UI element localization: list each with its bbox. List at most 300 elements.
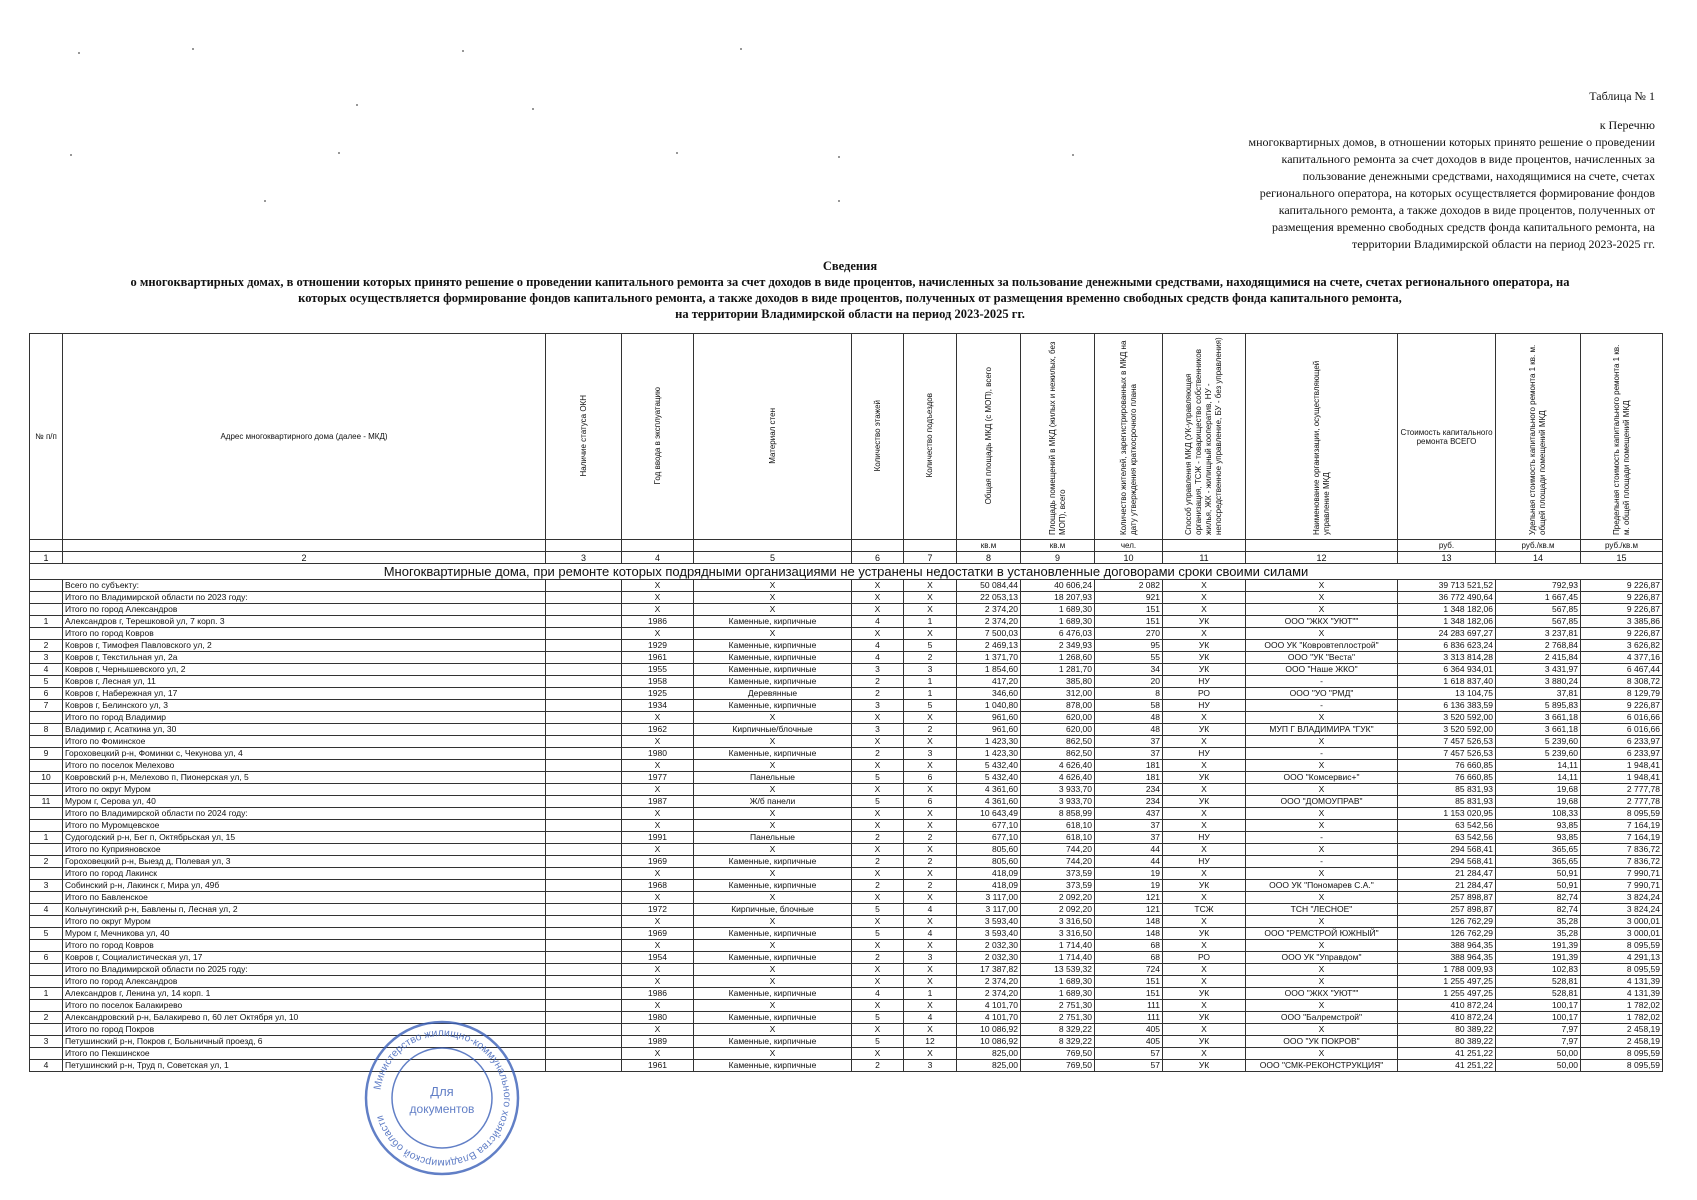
- total-area-cell: 4 101,70: [957, 1000, 1021, 1012]
- row-number: [30, 1024, 63, 1036]
- management-org-cell: ООО "ЖКХ "УЮТ"": [1246, 988, 1398, 1000]
- residents-cell: 121: [1095, 904, 1163, 916]
- floors-cell: X: [852, 1000, 904, 1012]
- year-cell: X: [622, 844, 694, 856]
- address-cell: Всего по субъекту:: [63, 580, 546, 592]
- entrances-cell: 5: [904, 700, 957, 712]
- premises-area-cell: 8 329,22: [1021, 1036, 1095, 1048]
- total-cost-cell: 41 251,22: [1398, 1048, 1496, 1060]
- unit-cost-cell: 35,28: [1496, 928, 1581, 940]
- header-row: [30, 334, 1663, 540]
- total-area-cell: 3 593,40: [957, 916, 1021, 928]
- unit-cell: [63, 540, 546, 552]
- entrances-cell: X: [904, 808, 957, 820]
- row-number: 4: [30, 904, 63, 916]
- year-cell: X: [622, 916, 694, 928]
- total-cost-cell: 257 898,87: [1398, 904, 1496, 916]
- year-cell: 1954: [622, 952, 694, 964]
- column-number: 15: [1581, 552, 1663, 564]
- address-cell: Итого по Владимирской области по 2024 году:: [63, 808, 546, 820]
- total-area-cell: 2 374,20: [957, 604, 1021, 616]
- entrances-cell: 3: [904, 952, 957, 964]
- row-number: [30, 592, 63, 604]
- unit-cost-cell: 82,74: [1496, 892, 1581, 904]
- entrances-cell: X: [904, 844, 957, 856]
- header-cell: Удельная стоимость капитального ремонта 1 кв. м. общей площади помещений МКД: [1496, 334, 1581, 540]
- summary-row: [30, 940, 1663, 952]
- floors-cell: 5: [852, 772, 904, 784]
- wall-material-cell: X: [694, 1024, 852, 1036]
- limit-cost-cell: 7 164,19: [1581, 832, 1663, 844]
- premises-area-cell: 1 689,30: [1021, 604, 1095, 616]
- management-org-cell: ООО "Балремстрой": [1246, 1012, 1398, 1024]
- unit-cost-cell: 5 895,83: [1496, 700, 1581, 712]
- column-number: 14: [1496, 552, 1581, 564]
- total-area-cell: 1 854,60: [957, 664, 1021, 676]
- entrances-cell: X: [904, 592, 957, 604]
- table-row: [30, 700, 1663, 712]
- column-number: 13: [1398, 552, 1496, 564]
- row-number: 3: [30, 880, 63, 892]
- row-number: 4: [30, 1060, 63, 1072]
- total-area-cell: 7 500,03: [957, 628, 1021, 640]
- year-cell: X: [622, 760, 694, 772]
- title-line: на территории Владимирской области на период 2023-2025 гг.: [675, 307, 1025, 321]
- floors-cell: X: [852, 736, 904, 748]
- management-method-cell: X: [1163, 844, 1246, 856]
- limit-cost-cell: 9 226,87: [1581, 700, 1663, 712]
- year-cell: X: [622, 892, 694, 904]
- scan-speck: [1072, 154, 1074, 156]
- limit-cost-cell: 9 226,87: [1581, 580, 1663, 592]
- row-number: [30, 628, 63, 640]
- premises-area-cell: 4 626,40: [1021, 772, 1095, 784]
- row-number: 6: [30, 952, 63, 964]
- section-title: Многоквартирные дома, при ремонте которых подрядными организациями не устранены недостатки в установленные договорами сроки своими силами: [30, 564, 1663, 580]
- floors-cell: X: [852, 760, 904, 772]
- column-numbers-row: [30, 552, 1663, 564]
- wall-material-cell: Деревянные: [694, 688, 852, 700]
- premises-area-cell: 373,59: [1021, 880, 1095, 892]
- floors-cell: X: [852, 1048, 904, 1060]
- total-area-cell: 4 361,60: [957, 784, 1021, 796]
- wall-material-cell: X: [694, 1000, 852, 1012]
- entrances-cell: 1: [904, 676, 957, 688]
- management-method-cell: УК: [1163, 652, 1246, 664]
- management-org-cell: ООО "СМК-РЕКОНСТРУКЦИЯ": [1246, 1060, 1398, 1072]
- residents-cell: 48: [1095, 724, 1163, 736]
- total-cost-cell: 1 255 497,25: [1398, 988, 1496, 1000]
- premises-area-cell: 2 349,93: [1021, 640, 1095, 652]
- row-number: 1: [30, 616, 63, 628]
- address-cell: Итого по округ Муром: [63, 916, 546, 928]
- appendix-line: территории Владимирской области на период 2023-2025 гг.: [1351, 237, 1655, 251]
- wall-material-cell: X: [694, 820, 852, 832]
- wall-material-cell: X: [694, 1048, 852, 1060]
- address-cell: Муром г, Мечникова ул, 40: [63, 928, 546, 940]
- residents-cell: 234: [1095, 784, 1163, 796]
- okn-status-cell: [546, 580, 622, 592]
- year-cell: 1961: [622, 1060, 694, 1072]
- header-cell: Количество жителей, зарегистрированных в МКД на дату утверждения краткосрочного плана: [1095, 334, 1163, 540]
- total-cost-cell: 1 255 497,25: [1398, 976, 1496, 988]
- premises-area-cell: 862,50: [1021, 748, 1095, 760]
- okn-status-cell: [546, 1024, 622, 1036]
- total-area-cell: 3 117,00: [957, 892, 1021, 904]
- total-area-cell: 825,00: [957, 1060, 1021, 1072]
- table-row: [30, 1012, 1663, 1024]
- okn-status-cell: [546, 988, 622, 1000]
- unit-cost-cell: 2 768,84: [1496, 640, 1581, 652]
- entrances-cell: 6: [904, 772, 957, 784]
- limit-cost-cell: 3 000,01: [1581, 928, 1663, 940]
- wall-material-cell: Ж/б панели: [694, 796, 852, 808]
- year-cell: 1987: [622, 796, 694, 808]
- unit-cost-cell: 102,83: [1496, 964, 1581, 976]
- management-method-cell: X: [1163, 976, 1246, 988]
- column-number: 2: [63, 552, 546, 564]
- unit-cost-cell: 14,11: [1496, 760, 1581, 772]
- unit-cell: кв.м: [1021, 540, 1095, 552]
- appendix-header: [1155, 88, 1655, 253]
- management-org-cell: X: [1246, 1000, 1398, 1012]
- address-cell: Александров г, Терешковой ул, 7 корп. 3: [63, 616, 546, 628]
- row-number: [30, 712, 63, 724]
- total-cost-cell: 85 831,93: [1398, 796, 1496, 808]
- limit-cost-cell: 8 095,59: [1581, 1048, 1663, 1060]
- okn-status-cell: [546, 868, 622, 880]
- scan-speck: [192, 48, 194, 50]
- year-cell: 1980: [622, 748, 694, 760]
- management-method-cell: УК: [1163, 616, 1246, 628]
- floors-cell: 4: [852, 652, 904, 664]
- management-org-cell: X: [1246, 892, 1398, 904]
- management-method-cell: X: [1163, 736, 1246, 748]
- management-org-cell: -: [1246, 676, 1398, 688]
- floors-cell: 3: [852, 724, 904, 736]
- row-number: [30, 580, 63, 592]
- wall-material-cell: X: [694, 604, 852, 616]
- year-cell: X: [622, 736, 694, 748]
- premises-area-cell: 3 316,50: [1021, 916, 1095, 928]
- unit-cost-cell: 567,85: [1496, 604, 1581, 616]
- premises-area-cell: 4 626,40: [1021, 760, 1095, 772]
- management-org-cell: X: [1246, 976, 1398, 988]
- floors-cell: 2: [852, 676, 904, 688]
- year-cell: 1934: [622, 700, 694, 712]
- address-cell: Владимир г, Асаткина ул, 30: [63, 724, 546, 736]
- total-cost-cell: 410 872,24: [1398, 1012, 1496, 1024]
- premises-area-cell: 620,00: [1021, 712, 1095, 724]
- premises-area-cell: 3 933,70: [1021, 784, 1095, 796]
- floors-cell: X: [852, 892, 904, 904]
- year-cell: X: [622, 628, 694, 640]
- limit-cost-cell: 3 824,24: [1581, 892, 1663, 904]
- limit-cost-cell: 8 308,72: [1581, 676, 1663, 688]
- residents-cell: 34: [1095, 664, 1163, 676]
- management-method-cell: НУ: [1163, 856, 1246, 868]
- okn-status-cell: [546, 748, 622, 760]
- row-number: [30, 808, 63, 820]
- residents-cell: 148: [1095, 928, 1163, 940]
- okn-status-cell: [546, 856, 622, 868]
- entrances-cell: X: [904, 760, 957, 772]
- residents-cell: 724: [1095, 964, 1163, 976]
- limit-cost-cell: 7 990,71: [1581, 868, 1663, 880]
- unit-cost-cell: 37,81: [1496, 688, 1581, 700]
- address-cell: Александровский р-н, Балакирево п, 60 лет Октября ул, 10: [63, 1012, 546, 1024]
- year-cell: 1955: [622, 664, 694, 676]
- scan-speck: [338, 152, 340, 154]
- management-method-cell: УК: [1163, 988, 1246, 1000]
- okn-status-cell: [546, 772, 622, 784]
- management-org-cell: X: [1246, 580, 1398, 592]
- premises-area-cell: 3 316,50: [1021, 928, 1095, 940]
- premises-area-cell: 878,00: [1021, 700, 1095, 712]
- okn-status-cell: [546, 1012, 622, 1024]
- limit-cost-cell: 3 385,86: [1581, 616, 1663, 628]
- scan-speck: [78, 52, 80, 54]
- year-cell: X: [622, 580, 694, 592]
- limit-cost-cell: 3 626,82: [1581, 640, 1663, 652]
- premises-area-cell: 769,50: [1021, 1048, 1095, 1060]
- floors-cell: X: [852, 964, 904, 976]
- address-cell: Итого по поселок Балакирево: [63, 1000, 546, 1012]
- summary-row: [30, 868, 1663, 880]
- wall-material-cell: X: [694, 808, 852, 820]
- summary-row: [30, 808, 1663, 820]
- table-row: [30, 880, 1663, 892]
- total-cost-cell: 36 772 490,64: [1398, 592, 1496, 604]
- total-area-cell: 346,60: [957, 688, 1021, 700]
- unit-cost-cell: 100,17: [1496, 1000, 1581, 1012]
- unit-cost-cell: 50,91: [1496, 868, 1581, 880]
- residents-cell: 57: [1095, 1060, 1163, 1072]
- title-line: которых осуществляется формирование фондов капитального ремонта, а также доходов в виде процентов, полученных от размещения временно свободных средств фонда капитального ремонта,: [298, 291, 1402, 305]
- floors-cell: X: [852, 820, 904, 832]
- unit-cell: руб./кв.м: [1581, 540, 1663, 552]
- column-number: 3: [546, 552, 622, 564]
- wall-material-cell: Каменные, кирпичные: [694, 640, 852, 652]
- residents-cell: 95: [1095, 640, 1163, 652]
- year-cell: X: [622, 1000, 694, 1012]
- unit-cost-cell: 567,85: [1496, 616, 1581, 628]
- wall-material-cell: Каменные, кирпичные: [694, 1012, 852, 1024]
- residents-cell: 405: [1095, 1024, 1163, 1036]
- premises-area-cell: 385,80: [1021, 676, 1095, 688]
- total-area-cell: 1 423,30: [957, 736, 1021, 748]
- header-cell: Наименование организации, осуществляющей управление МКД: [1246, 334, 1398, 540]
- management-method-cell: НУ: [1163, 748, 1246, 760]
- residents-cell: 151: [1095, 988, 1163, 1000]
- address-cell: Итого по город Александров: [63, 976, 546, 988]
- address-cell: Кольчугинский р-н, Бавлены п, Лесная ул, 2: [63, 904, 546, 916]
- premises-area-cell: 618,10: [1021, 820, 1095, 832]
- limit-cost-cell: 6 016,66: [1581, 724, 1663, 736]
- total-area-cell: 17 387,82: [957, 964, 1021, 976]
- management-method-cell: X: [1163, 580, 1246, 592]
- appendix-line: размещения временно свободных средств фонда капитального ремонта, на: [1271, 220, 1655, 234]
- wall-material-cell: Панельные: [694, 832, 852, 844]
- wall-material-cell: Каменные, кирпичные: [694, 616, 852, 628]
- total-area-cell: 5 432,40: [957, 760, 1021, 772]
- table-row: [30, 616, 1663, 628]
- management-org-cell: X: [1246, 868, 1398, 880]
- year-cell: 1969: [622, 856, 694, 868]
- management-method-cell: УК: [1163, 880, 1246, 892]
- summary-row: [30, 712, 1663, 724]
- residents-cell: 151: [1095, 604, 1163, 616]
- premises-area-cell: 862,50: [1021, 736, 1095, 748]
- address-cell: Итого по Владимирской области по 2023 году:: [63, 592, 546, 604]
- management-method-cell: НУ: [1163, 700, 1246, 712]
- unit-cost-cell: 7,97: [1496, 1036, 1581, 1048]
- wall-material-cell: Каменные, кирпичные: [694, 880, 852, 892]
- total-cost-cell: 294 568,41: [1398, 844, 1496, 856]
- limit-cost-cell: 2 777,78: [1581, 784, 1663, 796]
- management-method-cell: X: [1163, 712, 1246, 724]
- total-cost-cell: 257 898,87: [1398, 892, 1496, 904]
- wall-material-cell: Каменные, кирпичные: [694, 1060, 852, 1072]
- summary-row: [30, 916, 1663, 928]
- year-cell: 1925: [622, 688, 694, 700]
- okn-status-cell: [546, 808, 622, 820]
- year-cell: 1958: [622, 676, 694, 688]
- premises-area-cell: 1 689,30: [1021, 988, 1095, 1000]
- management-method-cell: УК: [1163, 640, 1246, 652]
- okn-status-cell: [546, 712, 622, 724]
- okn-status-cell: [546, 784, 622, 796]
- floors-cell: X: [852, 844, 904, 856]
- unit-cost-cell: 5 239,60: [1496, 748, 1581, 760]
- entrances-cell: 2: [904, 652, 957, 664]
- premises-area-cell: 1 281,70: [1021, 664, 1095, 676]
- premises-area-cell: 1 689,30: [1021, 976, 1095, 988]
- unit-cost-cell: 100,17: [1496, 1012, 1581, 1024]
- total-area-cell: 2 032,30: [957, 940, 1021, 952]
- management-org-cell: X: [1246, 592, 1398, 604]
- wall-material-cell: Каменные, кирпичные: [694, 664, 852, 676]
- premises-area-cell: 6 476,03: [1021, 628, 1095, 640]
- stamp-inner-text-1: Для: [430, 1084, 454, 1099]
- row-number: [30, 1048, 63, 1060]
- management-org-cell: X: [1246, 628, 1398, 640]
- row-number: [30, 976, 63, 988]
- management-method-cell: ТСЖ: [1163, 904, 1246, 916]
- address-cell: Итого по Пекшинское: [63, 1048, 546, 1060]
- entrances-cell: 12: [904, 1036, 957, 1048]
- entrances-cell: X: [904, 940, 957, 952]
- management-org-cell: ООО "Комсервис+": [1246, 772, 1398, 784]
- management-org-cell: X: [1246, 604, 1398, 616]
- total-cost-cell: 3 313 814,28: [1398, 652, 1496, 664]
- okn-status-cell: [546, 796, 622, 808]
- summary-row: [30, 1048, 1663, 1060]
- document-title: [20, 258, 1680, 322]
- unit-cell: [852, 540, 904, 552]
- total-cost-cell: 7 457 526,53: [1398, 736, 1496, 748]
- limit-cost-cell: 4 291,13: [1581, 952, 1663, 964]
- management-org-cell: ООО "ЖКХ "УЮТ"": [1246, 616, 1398, 628]
- premises-area-cell: 618,10: [1021, 832, 1095, 844]
- total-cost-cell: 1 348 182,06: [1398, 604, 1496, 616]
- column-number: 11: [1163, 552, 1246, 564]
- total-cost-cell: 80 389,22: [1398, 1036, 1496, 1048]
- column-number: 1: [30, 552, 63, 564]
- wall-material-cell: Панельные: [694, 772, 852, 784]
- column-number: 9: [1021, 552, 1095, 564]
- okn-status-cell: [546, 952, 622, 964]
- total-cost-cell: 80 389,22: [1398, 1024, 1496, 1036]
- wall-material-cell: Каменные, кирпичные: [694, 676, 852, 688]
- total-cost-cell: 1 153 020,95: [1398, 808, 1496, 820]
- limit-cost-cell: 2 777,78: [1581, 796, 1663, 808]
- row-number: 2: [30, 856, 63, 868]
- entrances-cell: X: [904, 964, 957, 976]
- header-cell: Предельная стоимость капитального ремонта 1 кв. м. общей площади помещений МКД: [1581, 334, 1663, 540]
- address-cell: Муром г, Серова ул, 40: [63, 796, 546, 808]
- appendix-line: капитального ремонта за счет доходов в виде процентов, начисленных за: [1281, 152, 1655, 166]
- management-method-cell: X: [1163, 1000, 1246, 1012]
- limit-cost-cell: 3 000,01: [1581, 916, 1663, 928]
- header-cell: Способ управления МКД (УК-управляющая организация, ТСЖ - товарищество собственников жилья, ЖК - жилищный кооператив, НУ - непосредственное управление, БУ - без управления): [1163, 334, 1246, 540]
- header-cell: Количество этажей: [852, 334, 904, 540]
- floors-cell: X: [852, 1024, 904, 1036]
- row-number: [30, 940, 63, 952]
- wall-material-cell: X: [694, 964, 852, 976]
- management-org-cell: X: [1246, 1024, 1398, 1036]
- total-area-cell: 2 374,20: [957, 616, 1021, 628]
- address-cell: Ковров г, Социалистическая ул, 17: [63, 952, 546, 964]
- okn-status-cell: [546, 592, 622, 604]
- scan-speck: [462, 50, 464, 52]
- okn-status-cell: [546, 760, 622, 772]
- management-method-cell: X: [1163, 916, 1246, 928]
- limit-cost-cell: 1 782,02: [1581, 1012, 1663, 1024]
- management-method-cell: X: [1163, 1024, 1246, 1036]
- address-cell: Итого по поселок Мелехово: [63, 760, 546, 772]
- row-number: [30, 736, 63, 748]
- summary-row: [30, 844, 1663, 856]
- year-cell: 1977: [622, 772, 694, 784]
- unit-cost-cell: 528,81: [1496, 976, 1581, 988]
- section-title-row: [30, 564, 1663, 580]
- entrances-cell: 2: [904, 724, 957, 736]
- unit-cost-cell: 365,65: [1496, 856, 1581, 868]
- unit-cell: руб.: [1398, 540, 1496, 552]
- floors-cell: X: [852, 868, 904, 880]
- total-area-cell: 22 053,13: [957, 592, 1021, 604]
- management-method-cell: X: [1163, 592, 1246, 604]
- address-cell: Судогодский р-н, Бег п, Октябрьская ул, 15: [63, 832, 546, 844]
- residents-cell: 37: [1095, 736, 1163, 748]
- total-cost-cell: 1 618 837,40: [1398, 676, 1496, 688]
- entrances-cell: 5: [904, 640, 957, 652]
- floors-cell: 2: [852, 952, 904, 964]
- title-line: о многоквартирных домах, в отношении которых принято решение о проведении капитального ремонта за счет доходов в виде процентов, начисленных за пользование денежными средствами, находящимися на счете, счетах регионального оператора, на: [130, 275, 1570, 289]
- total-area-cell: 418,09: [957, 880, 1021, 892]
- premises-area-cell: 312,00: [1021, 688, 1095, 700]
- header-cell: Стоимость капитального ремонта ВСЕГО: [1398, 334, 1496, 540]
- unit-cost-cell: 191,39: [1496, 952, 1581, 964]
- total-cost-cell: 76 660,85: [1398, 760, 1496, 772]
- residents-cell: 44: [1095, 844, 1163, 856]
- column-number: 4: [622, 552, 694, 564]
- year-cell: 1986: [622, 988, 694, 1000]
- wall-material-cell: X: [694, 736, 852, 748]
- wall-material-cell: X: [694, 628, 852, 640]
- floors-cell: 2: [852, 1060, 904, 1072]
